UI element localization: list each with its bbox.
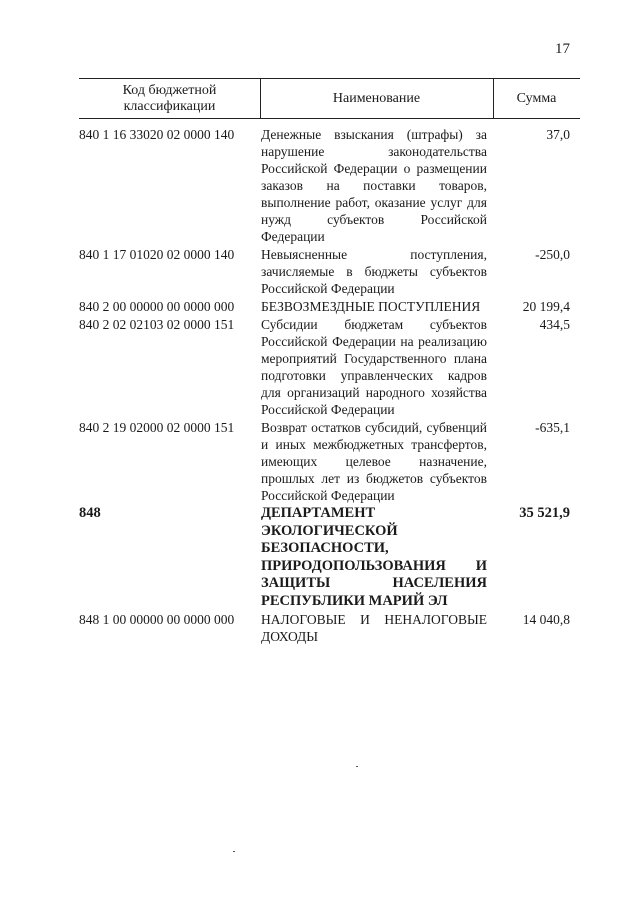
header-sum-label: Сумма bbox=[516, 90, 557, 106]
row-name: Возврат остатков субсидий, субвенций и иных межбюджетных трансфертов, имеющих целевое назначение, прошлых лет из бюджетов субъектов Российской Федерации bbox=[261, 420, 487, 503]
row-name: Субсидии бюджетам субъектов Российской Федерации на реализацию мероприятий Государственного плана подготовки управленческих кадров для организаций народного хозяйства Российской Федерации bbox=[261, 317, 487, 417]
header-name bbox=[260, 79, 493, 118]
row-name: БЕЗВОЗМЕЗДНЫЕ ПОСТУПЛЕНИЯ bbox=[261, 299, 481, 314]
row-code: 848 1 00 00000 00 0000 000 bbox=[79, 612, 235, 627]
table-body bbox=[79, 119, 580, 645]
header-sum bbox=[493, 79, 580, 118]
row-code: 848 bbox=[79, 505, 101, 521]
row-sum: -250,0 bbox=[535, 247, 570, 262]
scan-speck bbox=[233, 851, 235, 852]
row-sum: 35 521,9 bbox=[519, 505, 570, 521]
table-header bbox=[79, 78, 580, 119]
row-name: НАЛОГОВЫЕ И НЕНАЛОГОВЫЕ ДОХОДЫ bbox=[261, 612, 487, 644]
table-row bbox=[79, 126, 580, 245]
table-row bbox=[79, 316, 580, 418]
row-code: 840 1 16 33020 02 0000 140 bbox=[79, 127, 235, 142]
table-row bbox=[79, 298, 580, 315]
budget-table bbox=[79, 78, 580, 646]
row-sum: 14 040,8 bbox=[522, 612, 570, 627]
table-row-department bbox=[79, 505, 580, 610]
header-code bbox=[79, 79, 260, 118]
row-name: Денежные взыскания (штрафы) за нарушение законодательства Российской Федерации о размещении заказов на поставки товаров, выполнение работ, оказание услуг для нужд субъектов Российской Федерации bbox=[261, 127, 487, 244]
row-code: 840 2 19 02000 02 0000 151 bbox=[79, 420, 235, 435]
row-name: ДЕПАРТАМЕНТ ЭКОЛОГИЧЕСКОЙ БЕЗОПАСНОСТИ, ПРИРОДОПОЛЬЗОВАНИЯ И ЗАЩИТЫ НАСЕЛЕНИЯ РЕСПУБЛИКИ МАРИЙ ЭЛ bbox=[261, 505, 487, 609]
row-sum: 37,0 bbox=[546, 127, 570, 142]
row-code: 840 1 17 01020 02 0000 140 bbox=[79, 247, 235, 262]
row-sum: 20 199,4 bbox=[522, 299, 570, 314]
header-code-label: Код бюджетной классификации bbox=[122, 82, 217, 114]
page-number: 17 bbox=[555, 41, 570, 57]
table-row bbox=[79, 611, 580, 645]
row-code: 840 2 00 00000 00 0000 000 bbox=[79, 299, 235, 314]
row-sum: 434,5 bbox=[539, 317, 570, 332]
row-code: 840 2 02 02103 02 0000 151 bbox=[79, 317, 235, 332]
scan-speck bbox=[356, 766, 358, 767]
table-row bbox=[79, 246, 580, 297]
header-name-label: Наименование bbox=[332, 90, 421, 106]
row-sum: -635,1 bbox=[535, 420, 570, 435]
row-name: Невыясненные поступления, зачисляемые в бюджеты субъектов Российской Федерации bbox=[261, 247, 487, 296]
table-row bbox=[79, 419, 580, 504]
